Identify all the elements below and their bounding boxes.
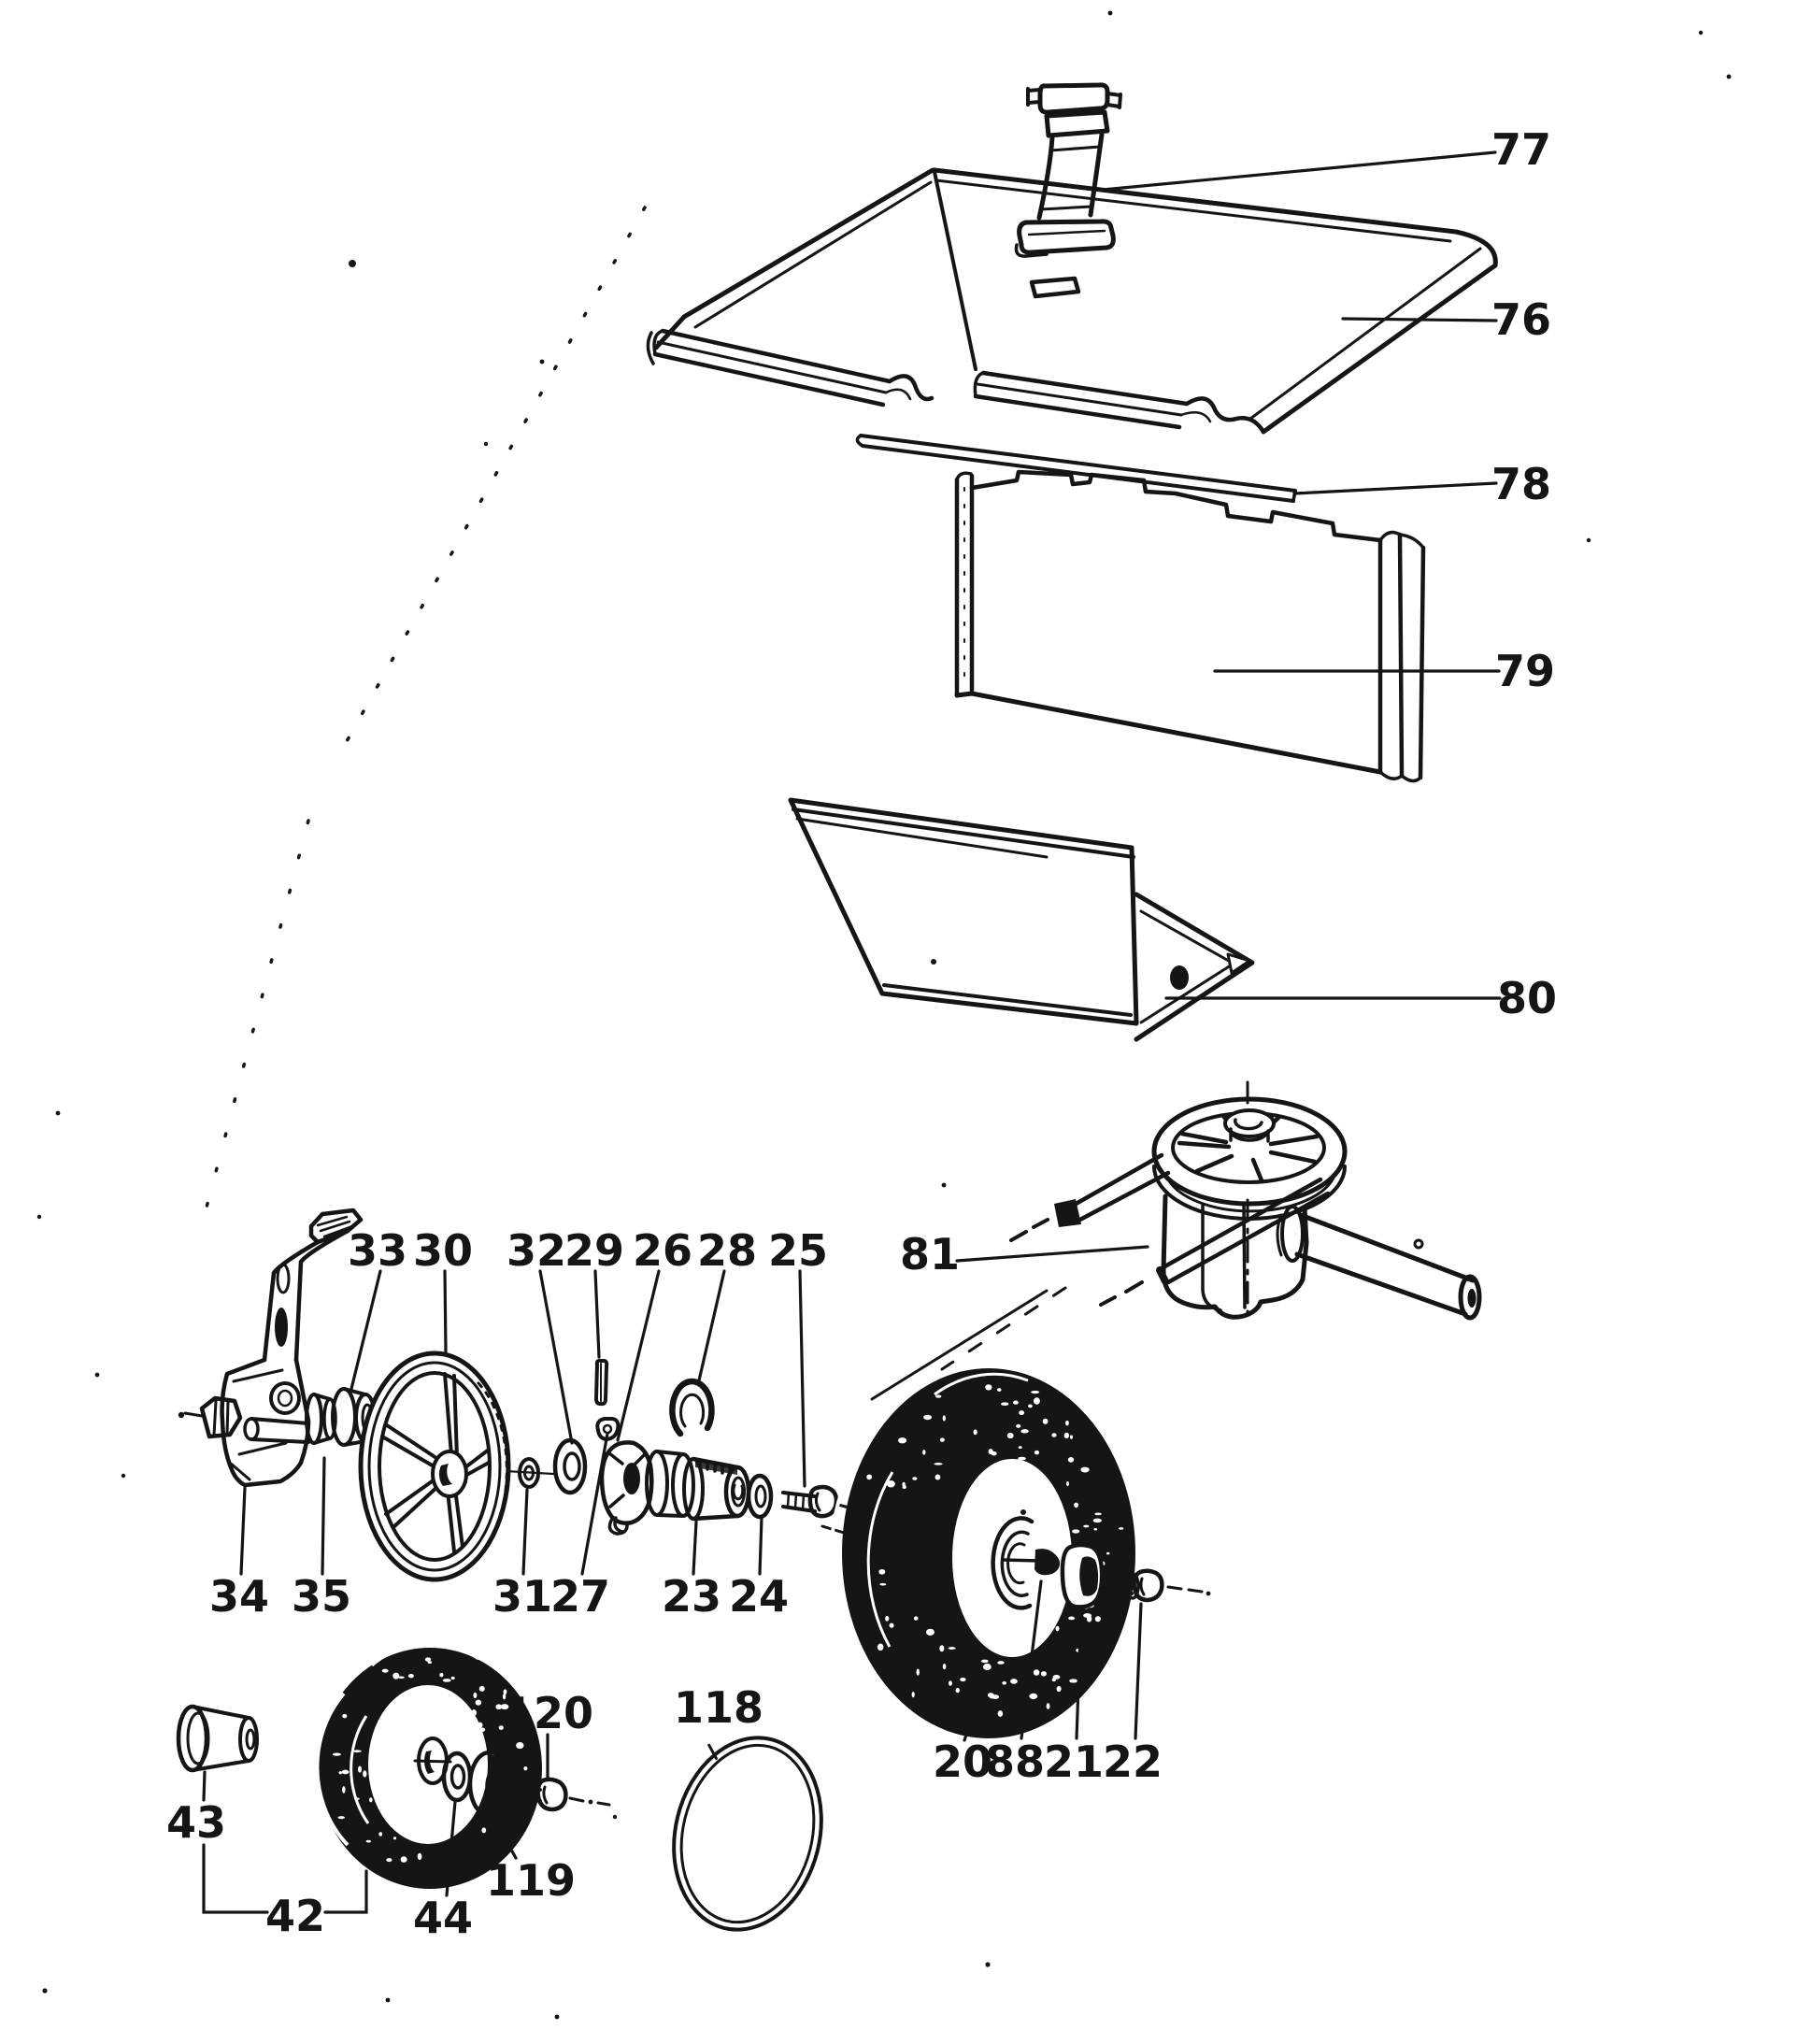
callout-35: [292, 1458, 351, 1622]
callout-label-30: 30: [412, 1225, 474, 1277]
construction-dots: [37, 11, 1732, 2020]
callout-20: [933, 1729, 992, 1787]
callout-label-28: 28: [696, 1225, 758, 1277]
callout-label-21: 21: [1043, 1737, 1105, 1788]
callout-79: [1215, 646, 1555, 696]
part-80-deflector: [791, 800, 1252, 1039]
callout-label-32: 32: [506, 1225, 567, 1277]
callout-label-79: 79: [1494, 646, 1556, 697]
part-32-washer: [555, 1440, 585, 1493]
part-34-lever: [178, 1210, 361, 1485]
callout-label-35: 35: [291, 1571, 352, 1622]
part-21-hub-cap: [1063, 1545, 1102, 1607]
callout-118: [674, 1682, 763, 1733]
part-81-gearbox: [872, 1082, 1479, 1399]
callout-label-77: 77: [1491, 124, 1552, 176]
callout-34: [209, 1488, 269, 1622]
callout-29: [564, 1225, 624, 1357]
callout-label-119: 119: [485, 1855, 577, 1907]
callout-30: [413, 1225, 473, 1351]
callout-label-29: 29: [564, 1225, 625, 1277]
part-42-wheel: [317, 1644, 542, 1889]
part-78-rod: [857, 436, 1295, 501]
part-28-circlip: [672, 1381, 711, 1434]
callout-25: [768, 1225, 828, 1486]
callout-label-24: 24: [728, 1571, 790, 1622]
callout-32: [507, 1225, 572, 1443]
part-76-top-cover: [648, 170, 1495, 432]
callout-label-34: 34: [208, 1571, 270, 1622]
callout-label-20: 20: [932, 1737, 993, 1788]
callout-label-78: 78: [1491, 459, 1552, 510]
part-24-washer: [749, 1476, 771, 1517]
part-118-ring: [654, 1722, 841, 1945]
callout-label-88: 88: [984, 1737, 1046, 1788]
callout-label-33: 33: [347, 1225, 408, 1277]
callout-label-42: 42: [264, 1891, 326, 1942]
callout-24: [729, 1518, 789, 1622]
part-79-rear-panel: [957, 472, 1423, 781]
callout-label-76: 76: [1491, 294, 1552, 346]
callout-label-81: 81: [899, 1229, 961, 1280]
callout-label-120: 120: [503, 1688, 594, 1739]
part-29-pin: [596, 1361, 606, 1404]
callout-119: [486, 1818, 576, 1906]
callout-77: [1103, 124, 1551, 190]
callout-label-31: 31: [492, 1571, 553, 1622]
callout-42: [204, 1845, 366, 1941]
callout-43: [166, 1772, 226, 1848]
part-77-clamp-bracket: [1016, 85, 1120, 256]
callout-label-43: 43: [165, 1797, 227, 1849]
callout-label-25: 25: [767, 1225, 829, 1277]
callout-label-26: 26: [632, 1225, 693, 1277]
callout-label-22: 22: [1102, 1737, 1163, 1788]
callout-label-44: 44: [412, 1893, 474, 1944]
callout-label-118: 118: [673, 1682, 764, 1734]
callout-label-27: 27: [549, 1571, 611, 1622]
callout-28: [697, 1225, 757, 1380]
callout-label-23: 23: [661, 1571, 722, 1622]
part-26-ratchet-hub: [602, 1442, 651, 1532]
callout-78: [1294, 459, 1551, 509]
part-43-bushing: [178, 1707, 257, 1770]
callout-label-80: 80: [1496, 973, 1558, 1024]
callout-23: [662, 1522, 721, 1622]
part-30-spoked-wheel: [361, 1353, 508, 1579]
callout-81: [900, 1229, 1148, 1279]
